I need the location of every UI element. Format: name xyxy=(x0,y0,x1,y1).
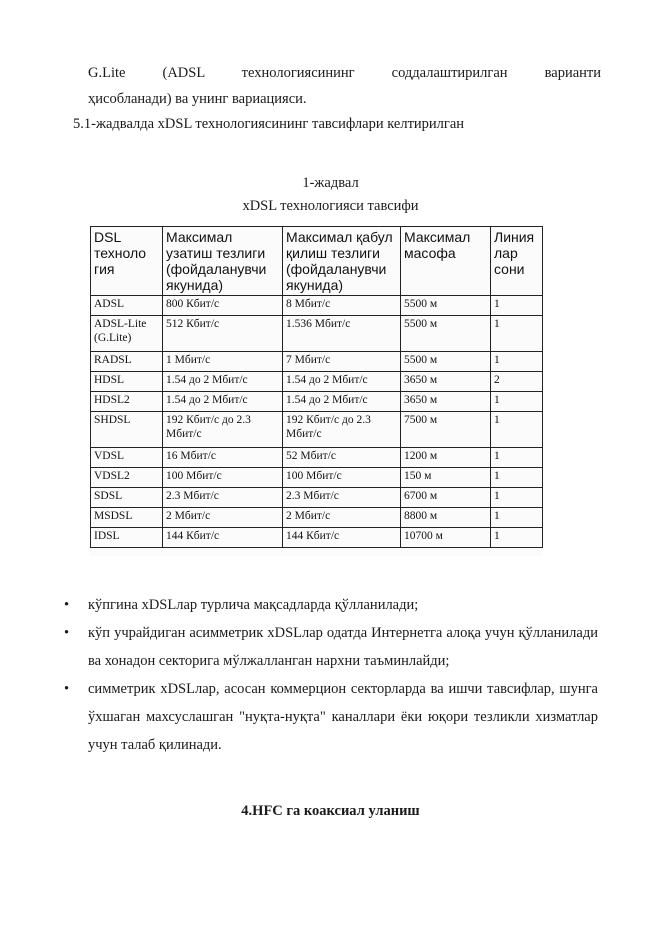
table-cell: 1200 м xyxy=(401,448,491,468)
table-cell: 6700 м xyxy=(401,488,491,508)
table-cell: 2 Мбит/с xyxy=(283,508,401,528)
xdsl-table-image xyxy=(90,226,542,556)
table-cell: 1 xyxy=(491,316,543,352)
table-cell: SDSL xyxy=(91,488,163,508)
table-cell: 1 xyxy=(491,296,543,316)
list-item xyxy=(64,619,598,675)
list-item xyxy=(64,591,598,619)
table-cell: 1 xyxy=(491,412,543,448)
table-cell: 16 Мбит/с xyxy=(163,448,283,468)
table-cell: 2 xyxy=(491,372,543,392)
list-item xyxy=(64,675,598,759)
header-line-count: Линия лар сони xyxy=(491,227,543,296)
bullet-icon: • xyxy=(64,681,70,697)
intro-line-2: ҳисобланади) ва унинг вариацияси. xyxy=(88,91,307,107)
table-cell: 3650 м xyxy=(401,392,491,412)
table-row xyxy=(91,468,543,488)
bullet-list xyxy=(64,591,598,759)
table-cell: MSDSL xyxy=(91,508,163,528)
table-cell: 52 Мбит/с xyxy=(283,448,401,468)
table-row xyxy=(91,296,543,316)
bullet-icon: • xyxy=(64,597,70,613)
table-cell: 5500 м xyxy=(401,316,491,352)
table-cell: 7 Мбит/с xyxy=(283,352,401,372)
table-cell: VDSL2 xyxy=(91,468,163,488)
table-cell: 8 Мбит/с xyxy=(283,296,401,316)
table-number: 1-жадвал xyxy=(302,175,359,191)
table-cell: 144 Кбит/с xyxy=(283,528,401,548)
table-cell: 1.54 до 2 Мбит/с xyxy=(163,392,283,412)
table-row xyxy=(91,448,543,468)
table-cell: 8800 м xyxy=(401,508,491,528)
table-cell: 7500 м xyxy=(401,412,491,448)
list-marker-icon xyxy=(66,60,88,86)
bullet-icon: • xyxy=(64,625,70,641)
table-cell: 1.54 до 2 Мбит/с xyxy=(283,372,401,392)
bullet-text: симметрик xDSLлар, асосан коммерцион секторларда ва ишчи тавсифлар, шунга ўхшаган махсуслашган "нуқта-нуқта" каналлари ёки юқори тезликли хизматлар учун талаб қилинади. xyxy=(88,681,598,753)
table-cell: ADSL-Lite (G.Lite) xyxy=(91,316,163,352)
table-cell: VDSL xyxy=(91,448,163,468)
table-row xyxy=(91,412,543,448)
table-cell: 1 xyxy=(491,352,543,372)
table-cell: 2.3 Мбит/с xyxy=(283,488,401,508)
lead-sentence: 5.1-жадвалда xDSL технологиясининг тавсифлари келтирилган xyxy=(73,116,465,132)
table-cell: 1.54 до 2 Мбит/с xyxy=(163,372,283,392)
header-max-distance: Максимал масофа xyxy=(401,227,491,296)
table-cell: HDSL2 xyxy=(91,392,163,412)
table-cell: 144 Кбит/с xyxy=(163,528,283,548)
table-row xyxy=(91,372,543,392)
table-row xyxy=(91,392,543,412)
table-cell: 1 xyxy=(491,508,543,528)
table-row xyxy=(91,508,543,528)
table-cell: 1 xyxy=(491,468,543,488)
header-max-upload: Максимал узатиш тезлиги (фойдаланувчи якунида) xyxy=(163,227,283,296)
table-cell: 2 Мбит/с xyxy=(163,508,283,528)
table-cell: HDSL xyxy=(91,372,163,392)
table-title: xDSL технологияси тавсифи xyxy=(242,198,419,214)
intro-line-1: G.Lite (ADSL технологиясининг соддалаштирилган варианти xyxy=(88,65,601,81)
section-heading: 4.HFC га коаксиал уланиш xyxy=(241,803,420,819)
table-header-row xyxy=(91,227,543,296)
table-cell: 5500 м xyxy=(401,352,491,372)
table-cell: 5500 м xyxy=(401,296,491,316)
table-cell: 192 Кбит/с до 2.3 Мбит/с xyxy=(163,412,283,448)
intro-paragraph xyxy=(66,60,601,112)
table-row xyxy=(91,488,543,508)
table-cell: SHDSL xyxy=(91,412,163,448)
table-cell: 3650 м xyxy=(401,372,491,392)
table-cell: 1 xyxy=(491,448,543,468)
table-cell: 1.54 до 2 Мбит/с xyxy=(283,392,401,412)
table-cell: 1 xyxy=(491,392,543,412)
table-cell: ADSL xyxy=(91,296,163,316)
table-cell: 2.3 Мбит/с xyxy=(163,488,283,508)
table-cell: 10700 м xyxy=(401,528,491,548)
table-cell: 192 Кбит/с до 2.3 Мбит/с xyxy=(283,412,401,448)
table-cell: 150 м xyxy=(401,468,491,488)
table-cell: 512 Кбит/с xyxy=(163,316,283,352)
bullet-text: кўпгина xDSLлар турлича мақсадларда қўлланилади; xyxy=(88,597,419,613)
table-row xyxy=(91,528,543,548)
table-cell: 800 Кбит/с xyxy=(163,296,283,316)
table-cell: 100 Мбит/с xyxy=(283,468,401,488)
header-technology: DSL техноло гия xyxy=(91,227,163,296)
table-cell: IDSL xyxy=(91,528,163,548)
table-row xyxy=(91,316,543,352)
table-cell: 1 xyxy=(491,488,543,508)
table-cell: 100 Мбит/с xyxy=(163,468,283,488)
table-row xyxy=(91,352,543,372)
table-cell: 1.536 Мбит/с xyxy=(283,316,401,352)
table-cell: 1 Мбит/с xyxy=(163,352,283,372)
bullet-text: кўп учрайдиган асимметрик xDSLлар одатда Интернетга алоқа учун қўлланилади ва хонадон секторига мўлжалланган нархни таъминлайди; xyxy=(88,625,598,669)
header-max-download: Максимал қабул қилиш тезлиги (фойдаланувчи якунида) xyxy=(283,227,401,296)
table-cell: RADSL xyxy=(91,352,163,372)
table-cell: 1 xyxy=(491,528,543,548)
xdsl-table xyxy=(90,226,543,548)
